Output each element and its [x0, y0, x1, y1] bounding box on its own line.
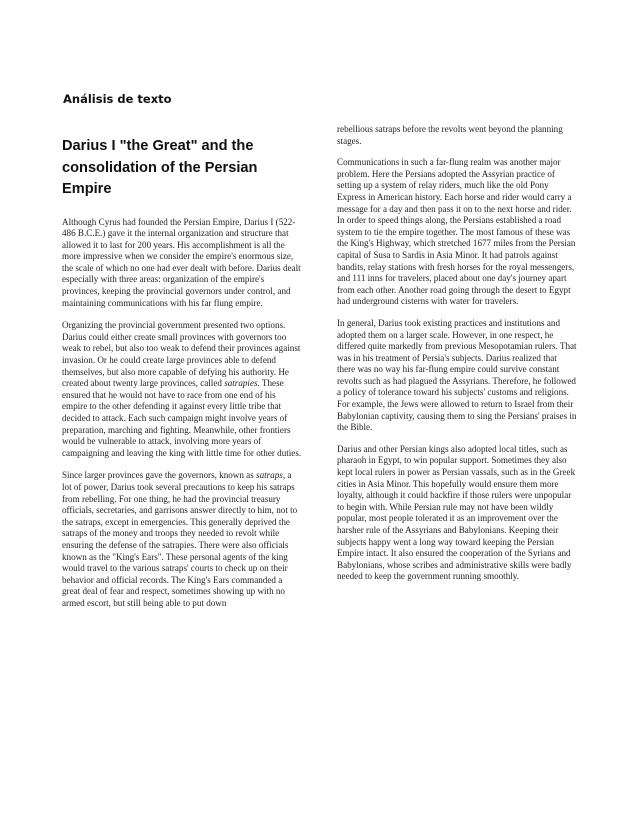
paragraph: Darius and other Persian kings also adopted local titles, such as pharaoh in Egypt, to win popular support. Sometimes they also kept local rulers in power as Persian vassals, such as in the Greek cities in Asia Minor. This hopefully would ensure them more loyalty, although it could backfire if those rulers were unpopular to begin with. While Persian rule may not have been wildly popular, most people tolerated it as an improvement over the harsher rule of the Assyrians and Babylonians. Keeping their subjects happy went a long way toward keeping the Persian Empire intact. It also ensured the cooperation of the Syrians and Babylonians, whose scribes and administrative skills were badly needed to keep the government running smoothly.	[337, 443, 576, 582]
paragraph-text: Organizing the provincial government presented two options. Darius could either create small provinces with governors too weak to rebel, but also too weak to defend their provinces against invasion. Or he could create large provinces able to defend themselves, but also more capable of defying his authority. He created about twenty large provinces, called	[62, 320, 301, 389]
paragraph: Communications in such a far-flung realm was another major problem. Here the Persians adopted the Assyrian practice of setting up a system of relay riders, much like the old Pony Express in American history. Each horse and rider would carry a message for a day and then pass it on to the next horse and rider. In order to speed things along, the Persians established a road system to tie the empire together. The most famous of these was the King's Highway, which stretched 1677 miles from the Persian capital of Susa to Sardis in Asia Minor. It had patrols against bandits, relay stations with fresh horses for the royal messengers, and 111 inns for travelers, placed about one day's journey apart from each other. Another road going through the desert to Egypt had underground cisterns with water for travelers.	[337, 157, 576, 307]
paragraph: rebellious satraps before the revolts went beyond the planning stages.	[337, 124, 563, 146]
term-satraps: satraps	[256, 470, 283, 481]
paragraph	[62, 470, 302, 609]
right-column	[337, 124, 577, 593]
paragraph-text: . These ensured that he would not have to race from one end of his empire to the other defending it against every little tribe that decided to attack. Each such campaign might involve years of preparation, marching and fighting. Meanwhile, other frontiers would be vulnerable to attack, involving more years of campaigning and leaving the king with little time for other duties.	[62, 378, 302, 458]
paragraph: In general, Darius took existing practices and institutions and adopted them on a larger scale. However, in one respect, he differed quite markedly from previous Mesopotamian rulers. That was in his treatment of Persia's subjects. Darius realized that there was no way his far-flung empire could survive constant revolts such as had plagued the Assyrians. Therefore, he followed a policy of tolerance toward his subjects' customs and religions. For example, the Jews were allowed to return to Israel from their Babylonian captivity, causing them to sing the Persians' praises in the Bible.	[337, 317, 577, 433]
article-title: Darius I "the Great" and the consolidation of the Persian Empire	[62, 138, 258, 197]
paragraph-text: Since larger provinces gave the governors, known as	[62, 470, 257, 481]
document-label: Análisis de texto	[63, 92, 172, 106]
paragraph-text: , a lot of power, Darius took several precautions to keep his satraps from rebelling. For one thing, he had the provincial treasury officials, secretaries, and garrisons answer directly to him, not to the satraps, except in emergencies. This generally deprived the satraps of the money and troops they needed to revolt while ensuring the defense of the satrapies. There were also officials known as the "King's Ears". These personal agents of the king would travel to the various satraps' courts to check up on their behavior and official records. The King's Ears commanded a great deal of fear and respect, sometimes showing up with no armed escort, but still being able to put down	[62, 470, 298, 608]
paragraph: Although Cyrus had founded the Persian Empire, Darius I (522-486 B.C.E.) gave it the internal organization and structure that allowed it to last for 200 years. His accomplishment is all the more impressive when we consider the empire's enormous size, the scale of which no one had ever dealt with before. Darius dealt especially with three areas: organization of the empire's provinces, keeping the provincial governors under control, and maintaining communications with his far flung empire.	[62, 216, 301, 308]
paragraph	[62, 320, 302, 459]
term-satrapies: satrapies	[224, 378, 258, 389]
left-column	[62, 124, 302, 621]
